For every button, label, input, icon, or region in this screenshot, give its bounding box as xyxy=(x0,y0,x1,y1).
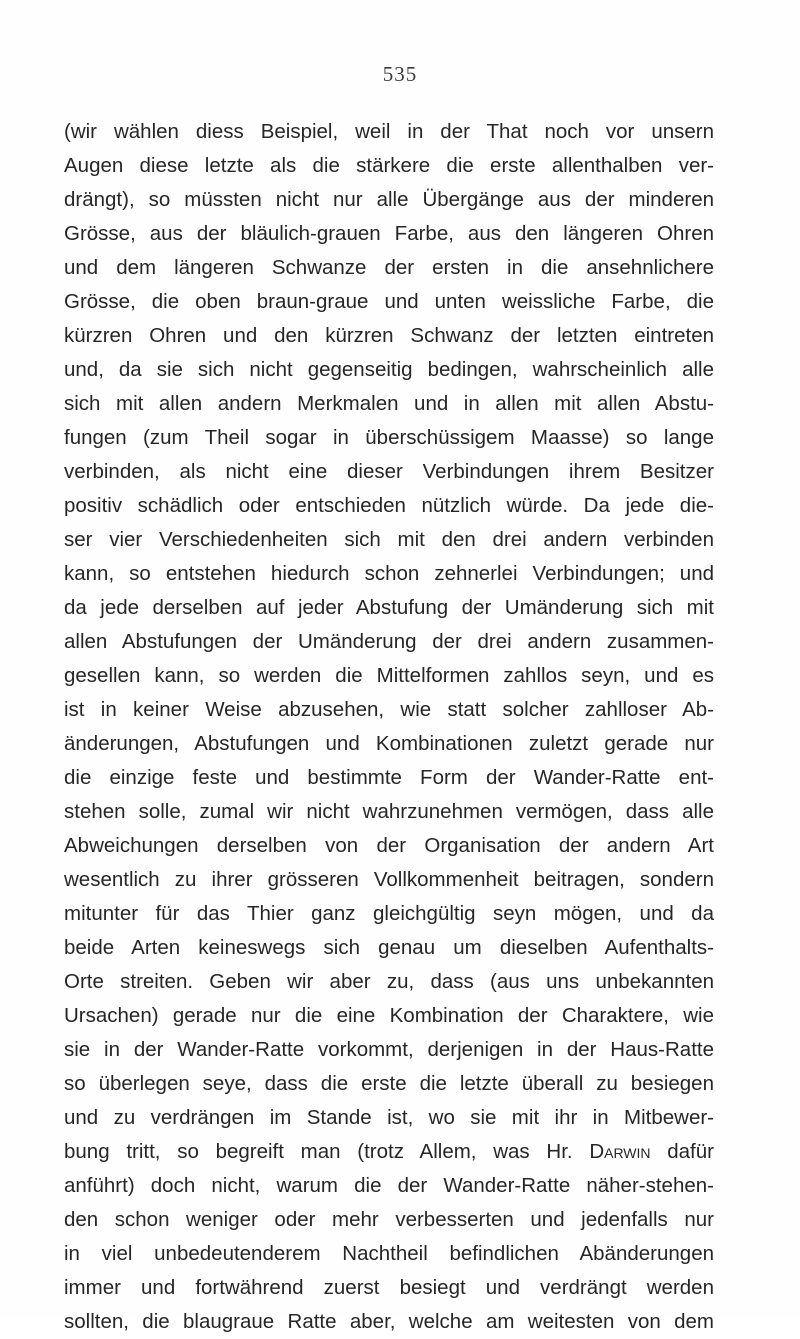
text-line: in viel unbedeutenderem Nachtheil befindlichen Abänderungen xyxy=(64,1242,714,1265)
text-line: ist in keiner Weise abzusehen, wie statt solcher zahlloser Ab- xyxy=(64,698,714,721)
text-line: so überlegen seye, dass die erste die letzte überall zu besiegen xyxy=(64,1072,714,1095)
text-line: kürzren Ohren und den kürzren Schwanz der letzten eintreten xyxy=(64,324,714,347)
text-line: Augen diese letzte als die stärkere die erste allenthalben ver- xyxy=(64,154,714,177)
text-line: positiv schädlich oder entschieden nützlich würde. Da jede die- xyxy=(64,494,714,517)
text-line: anführt) doch nicht, warum die der Wander-Ratte näher-stehen- xyxy=(64,1174,714,1197)
text-line: (wir wählen diess Beispiel, weil in der That noch vor unsern xyxy=(64,120,714,143)
text-line: beide Arten keineswegs sich genau um dieselben Aufenthalts- xyxy=(64,936,714,959)
text-line: Ursachen) gerade nur die eine Kombination der Charaktere, wie xyxy=(64,1004,714,1027)
text-line: und, da sie sich nicht gegenseitig bedingen, wahrscheinlich alle xyxy=(64,358,714,381)
text-line: gesellen kann, so werden die Mittelformen zahllos seyn, und es xyxy=(64,664,714,687)
text-line: die einzige feste und bestimmte Form der Wander-Ratte ent- xyxy=(64,766,714,789)
text-line: mitunter für das Thier ganz gleichgültig seyn mögen, und da xyxy=(64,902,714,925)
text-line: ser vier Verschiedenheiten sich mit den drei andern verbinden xyxy=(64,528,714,551)
text-line: kann, so entstehen hiedurch schon zehnerlei Verbindungen; und xyxy=(64,562,714,585)
text-line: wesentlich zu ihrer grösseren Vollkommenheit beitragen, sondern xyxy=(64,868,714,891)
text-line: sich mit allen andern Merkmalen und in allen mit allen Abstu- xyxy=(64,392,714,415)
text-line: Grösse, aus der bläulich-grauen Farbe, aus den längeren Ohren xyxy=(64,222,714,245)
text-line: da jede derselben auf jeder Abstufung der Umänderung sich mit xyxy=(64,596,714,619)
text-line: und dem längeren Schwanze der ersten in die ansehnlichere xyxy=(64,256,714,279)
text-line: drängt), so müssten nicht nur alle Übergänge aus der minderen xyxy=(64,188,714,211)
text-line: immer und fortwährend zuerst besiegt und verdrängt werden xyxy=(64,1276,714,1299)
text-segment: dafür xyxy=(667,1140,714,1163)
text-line: änderungen, Abstufungen und Kombinationen zuletzt gerade nur xyxy=(64,732,714,755)
text-line: und zu verdrängen im Stande ist, wo sie mit ihr in Mitbewer- xyxy=(64,1106,714,1129)
text-line: sie in der Wander-Ratte vorkommt, derjenigen in der Haus-Ratte xyxy=(64,1038,714,1061)
page-number: 535 xyxy=(382,62,418,86)
text-line: allen Abstufungen der Umänderung der drei andern zusammen- xyxy=(64,630,714,653)
author-name-darwin: Darwin xyxy=(589,1140,651,1163)
text-line: verbinden, als nicht eine dieser Verbindungen ihrem Besitzer xyxy=(64,460,714,483)
text-line: Grösse, die oben braun-graue und unten weissliche Farbe, die xyxy=(64,290,714,313)
text-line-darwin xyxy=(64,1135,714,1169)
body-text xyxy=(64,115,714,1339)
text-segment: bung tritt, so begreift man (trotz Allem, was Hr. xyxy=(64,1140,573,1163)
text-line: Abweichungen derselben von der Organisation der andern Art xyxy=(64,834,714,857)
text-line: fungen (zum Theil sogar in überschüssigem Maasse) so lange xyxy=(64,426,714,449)
text-line: Orte streiten. Geben wir aber zu, dass (aus uns unbekannten xyxy=(64,970,714,993)
text-line: sollten, die blaugraue Ratte aber, welche am weitesten von dem xyxy=(64,1310,714,1333)
text-line: stehen solle, zumal wir nicht wahrzunehmen vermögen, dass alle xyxy=(64,800,714,823)
text-line: den schon weniger oder mehr verbesserten und jedenfalls nur xyxy=(64,1208,714,1231)
